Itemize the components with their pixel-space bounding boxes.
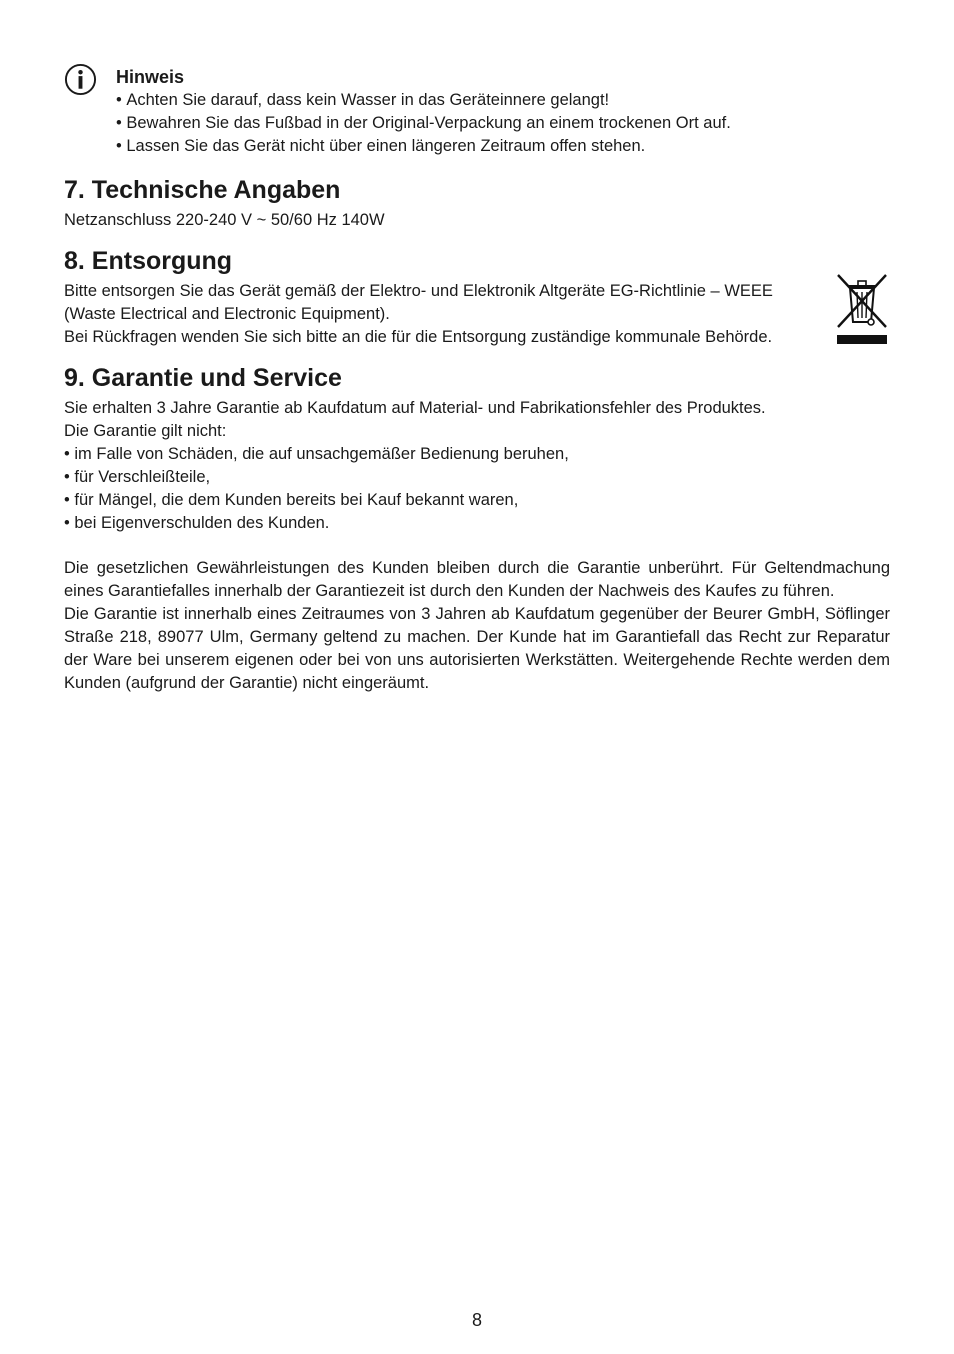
- technical-specs: Netzanschluss 220-240 V ~ 50/60 Hz 140W: [64, 211, 385, 229]
- list-item: • für Mängel, die dem Kunden bereits bei Kauf bekannt waren,: [64, 489, 890, 512]
- warranty-paragraph: Die gesetzlichen Gewährleistungen des Kunden bleiben durch die Garantie unberührt. Für Geltendmachung eines Garantiefalles innerhalb der Garantiezeit ist durch den Kunden der Nachweis des Kaufes zu führen.: [64, 559, 890, 600]
- info-icon: [64, 63, 97, 96]
- note-title: Hinweis: [116, 67, 185, 87]
- note-item: • Lassen Sie das Gerät nicht über einen längeren Zeitraum offen stehen.: [116, 135, 876, 158]
- section-disposal: [64, 246, 890, 349]
- disposal-line: Bitte entsorgen Sie das Gerät gemäß der Elektro- und Elektronik Altgeräte EG-Richtlinie – WEEE: [64, 282, 773, 300]
- disposal-line: Bei Rückfragen wenden Sie sich bitte an die für die Entsorgung zuständige kommunale Behörde.: [64, 328, 773, 346]
- section-warranty: [64, 363, 890, 695]
- section-heading-technical: 7. Technische Angaben: [64, 176, 341, 204]
- note-list: [116, 89, 876, 158]
- warranty-line: Die Garantie gilt nicht:: [64, 422, 227, 440]
- note-body: [116, 66, 876, 158]
- warranty-line: Sie erhalten 3 Jahre Garantie ab Kaufdatum auf Material- und Fabrikationsfehler des Produktes.: [64, 399, 766, 417]
- section-heading-warranty: 9. Garantie und Service: [64, 364, 342, 392]
- warranty-paragraph: Die Garantie ist innerhalb eines Zeitraumes von 3 Jahren ab Kaufdatum gegenüber der Beurer GmbH, Söflinger Straße 218, 89077 Ulm, Germany geltend zu machen. Der Kunde hat im Garantiefall das Recht zur Reparatur der Ware bei unserem eigenen oder bei von uns autorisierten Werkstätten. Weitergehende Rechte werden dem Kunden (aufgrund der Garantie) nicht eingeräumt.: [64, 605, 890, 692]
- page-number: 8: [471, 1310, 482, 1330]
- spacer: [64, 535, 890, 557]
- weee-crossed-bin-icon: [834, 272, 890, 347]
- note-item: • Bewahren Sie das Fußbad in der Original-Verpackung an einem trockenen Ort auf.: [116, 112, 876, 135]
- disposal-line: (Waste Electrical and Electronic Equipment).: [64, 305, 390, 323]
- note-item: • Achten Sie darauf, dass kein Wasser in das Geräteinnere gelangt!: [116, 89, 876, 112]
- list-item: • im Falle von Schäden, die auf unsachgemäßer Bedienung beruhen,: [64, 443, 890, 466]
- section-technical: [64, 175, 890, 232]
- list-item: • für Verschleißteile,: [64, 466, 890, 489]
- section-heading-disposal: 8. Entsorgung: [64, 247, 233, 275]
- list-item: • bei Eigenverschulden des Kunden.: [64, 512, 890, 535]
- warranty-exclusions: [64, 443, 890, 535]
